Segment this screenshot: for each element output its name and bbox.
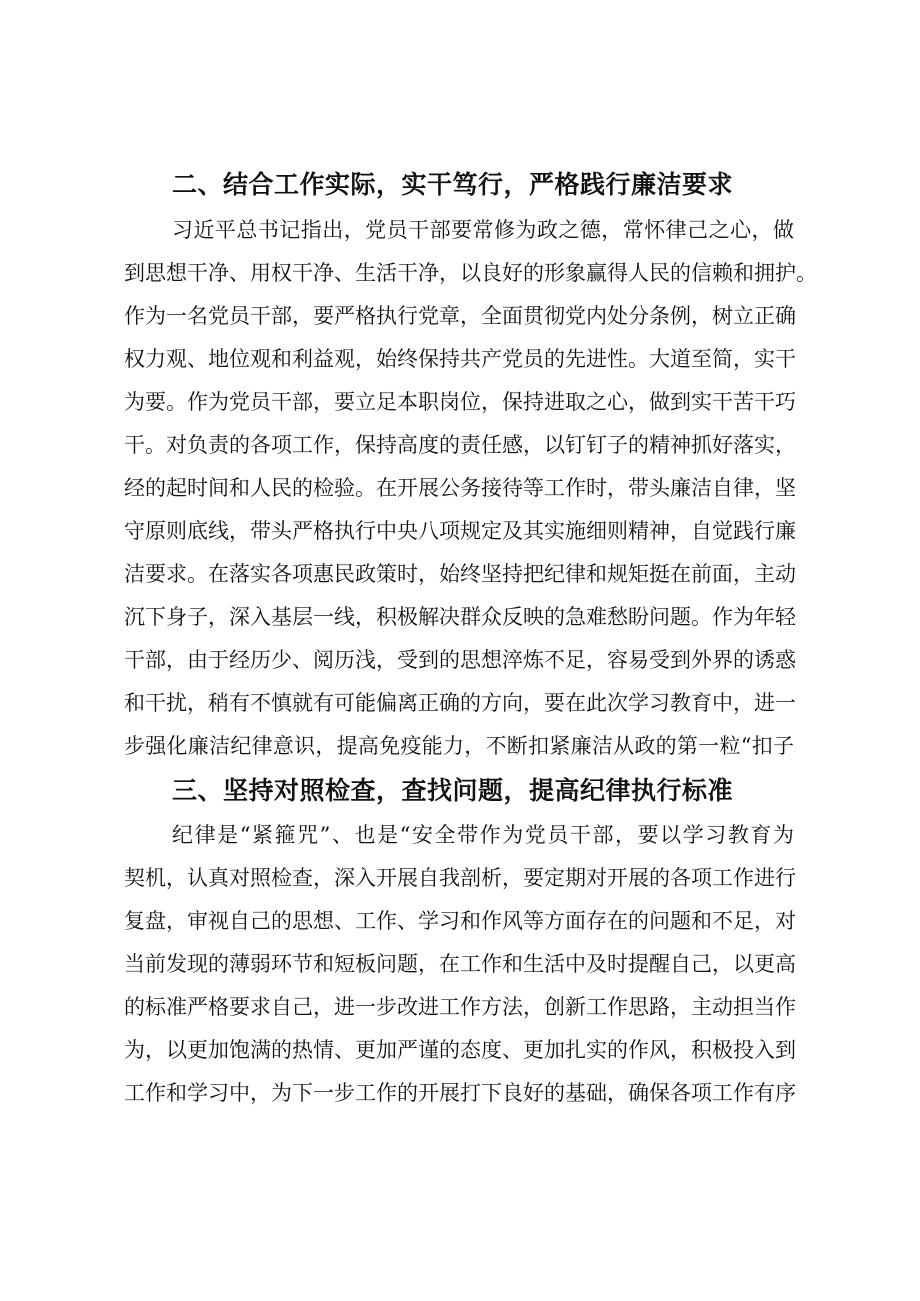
paragraph-line: 契机，认真对照检查，深入开展自我剖析，要定期对开展的各项工作进行 [124, 866, 796, 890]
paragraph-line: 当前发现的薄弱环节和短板问题，在工作和生活中及时提醒自己，以更高 [124, 952, 796, 976]
paragraph-line: 守原则底线，带头严格执行中央八项规定及其实施细则精神，自觉践行廉 [124, 519, 796, 543]
paragraph-line: 作为一名党员干部，要严格执行党章，全面贯彻党内处分条例，树立正确 [124, 304, 796, 328]
paragraph-line: 经的起时间和人民的检验。在开展公务接待等工作时，带头廉洁自律，坚 [124, 476, 796, 500]
paragraph-line: 和干扰，稍有不慎就有可能偏离正确的方向，要在此次学习教育中，进一 [124, 691, 796, 715]
paragraph-line: 沉下身子，深入基层一线，积极解决群众反映的急难愁盼问题。作为年轻 [124, 605, 796, 629]
paragraph-line: 干部，由于经历少、阅历浅，受到的思想淬炼不足，容易受到外界的诱惑 [124, 648, 796, 672]
paragraph-line: 习近平总书记指出，党员干部要常修为政之德，常怀律己之心，做 [172, 218, 794, 242]
paragraph-line: 到思想干净、用权干净、生活干净，以良好的形象赢得人民的信赖和拥护。 [124, 261, 817, 285]
paragraph-line: 洁要求。在落实各项惠民政策时，始终坚持把纪律和规矩挺在前面，主动 [124, 562, 796, 586]
paragraph-line: 复盘，审视自己的思想、工作、学习和作风等方面存在的问题和不足，对 [124, 909, 796, 933]
paragraph-line: 步强化廉洁纪律意识，提高免疫能力，不断扣紧廉洁从政的第一粒“扣子 [124, 734, 794, 758]
section-heading: 三、坚持对照检查，查找问题，提高纪律执行标准 [172, 776, 734, 805]
paragraph-line: 工作和学习中，为下一步工作的开展打下良好的基础，确保各项工作有序 [124, 1081, 796, 1105]
paragraph-line: 的标准严格要求自己，进一步改进工作方法，创新工作思路，主动担当作 [124, 995, 796, 1019]
section-heading: 二、结合工作实际，实干笃行，严格践行廉洁要求 [172, 170, 734, 199]
paragraph-line: 干。对负责的各项工作，保持高度的责任感，以钉钉子的精神抓好落实， [124, 433, 796, 457]
paragraph-line: 为要。作为党员干部，要立足本职岗位，保持进取之心，做到实干苦干巧 [124, 390, 796, 414]
paragraph-line: 为，以更加饱满的热情、更加严谨的态度、更加扎实的作风，积极投入到 [124, 1038, 796, 1062]
paragraph-line: 纪律是“紧箍咒”、也是“安全带作为党员干部，要以学习教育为 [172, 823, 794, 847]
paragraph-line: 权力观、地位观和利益观，始终保持共产党员的先进性。大道至简，实干 [124, 347, 796, 371]
